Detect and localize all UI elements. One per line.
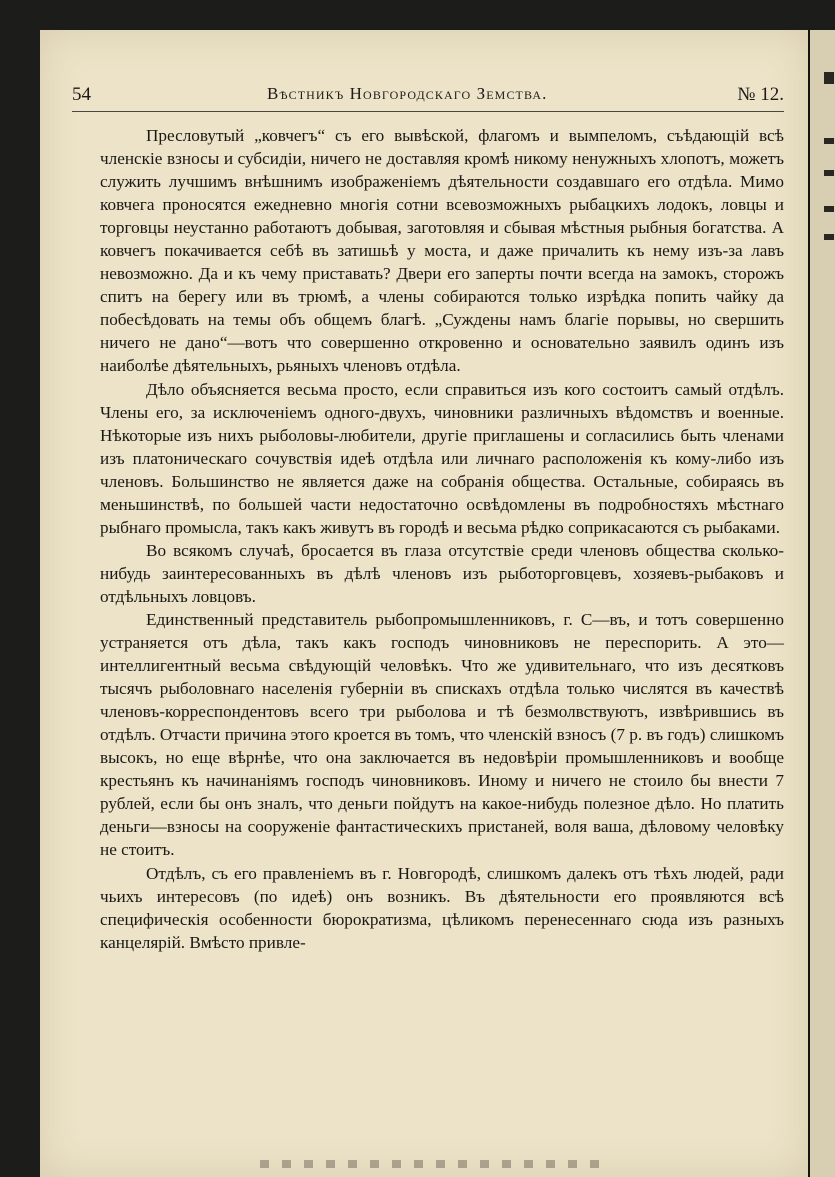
journal-title: Вѣстникъ Новгородскаго Земства.	[267, 84, 548, 103]
adjacent-page-letter-fragment	[824, 72, 834, 84]
adjacent-page-letter-fragment	[824, 138, 834, 144]
paragraph-5: Отдѣлъ, съ его правленіемъ въ г. Новгородѣ, слишкомъ далекъ отъ тѣхъ людей, ради чьихъ интересовъ (по идеѣ) онъ возникъ. Въ дѣятельности его проявляются всѣ специфическія особенности бюрократизма, цѣликомъ перенесеннаго сюда изъ разныхъ канцелярій. Вмѣсто привле-	[100, 863, 784, 952]
running-header	[72, 84, 784, 110]
issue-number: № 12.	[737, 84, 784, 105]
adjacent-page-edge	[808, 30, 835, 1177]
header-rule	[72, 111, 784, 112]
adjacent-page-letter-fragment	[824, 206, 834, 212]
page-bottom-bleed-through	[260, 1160, 600, 1168]
paragraph-1: Пресловутый „ковчегъ“ съ его вывѣской, флагомъ и вымпеломъ, съѣдающій всѣ членскіе взносы и субсидіи, ничего не доставляя кромѣ никому ненужныхъ хлопотъ, можетъ служить лучшимъ внѣшнимъ изображеніемъ дѣятельности создавшаго его отдѣла. Мимо ковчега проносятся ежедневно многія сотни всевозможныхъ рыбацкихъ лодокъ, ловцы и торговцы неустанно работаютъ добывая, заготовляя и сбывая мѣстныя рыбныя богатства. А ковчегъ покачивается себѣ въ затишьѣ у моста, и даже причалить къ нему изъ-за лавъ невозможно. Да и къ чему приставать? Двери его заперты почти всегда на замокъ, сторожъ спитъ на берегу или въ трюмѣ, а члены собираются только изрѣдка попить чайку да побесѣдовать на темы объ общемъ благѣ. „Суждены намъ благіе порывы, но свершить ничего не дано“—вотъ что совершенно откровенно и основательно заявилъ одинъ изъ наиболѣе дѣятельныхъ, рьяныхъ членовъ отдѣла.	[100, 126, 784, 376]
paragraph-2: Дѣло объясняется весьма просто, если справиться изъ кого состоитъ самый отдѣлъ. Члены его, за исключеніемъ одного-двухъ, чиновники различныхъ вѣдомствъ и военные. Нѣкоторые изъ нихъ рыболовы-любители, другіе приглашены и согласились быть членами изъ платоническаго сочувствія идеѣ отдѣла или личнаго расположенія къ кому-либо изъ членовъ. Большинство не является даже на собранія общества. Остальные, собираясь въ меньшинствѣ, по большей части недостаточно освѣдомлены въ подробностяхъ мѣстнаго рыбнаго промысла, такъ какъ живутъ въ городѣ и весьма рѣдко соприкасаются съ рыбаками.	[100, 379, 784, 537]
adjacent-page-letter-fragment	[824, 170, 834, 176]
page-number: 54	[72, 84, 91, 105]
paragraph-3: Во всякомъ случаѣ, бросается въ глаза отсутствіе среди членовъ общества сколько-нибудь заинтересованныхъ въ дѣлѣ членовъ изъ рыботорговцевъ, хозяевъ-рыбаковъ и отдѣльныхъ ловцовъ.	[100, 540, 784, 606]
article-body	[100, 124, 784, 954]
adjacent-page-letter-fragment	[824, 234, 834, 240]
paragraph-4: Единственный представитель рыбопромышленниковъ, г. С—въ, и тотъ совершенно устраняется отъ дѣла, такъ какъ господъ чиновниковъ не переспорить. А это—интеллигентный весьма свѣдующій человѣкъ. Что же удивительнаго, что изъ десятковъ тысячъ рыболовнаго населенія губерніи въ спискахъ отдѣла только числятся въ качествѣ членовъ-корреспондентовъ всего три рыболова и тѣ безмолвствуютъ, извѣрившись въ отдѣлъ. Отчасти причина этого кроется въ томъ, что членскій взносъ (7 р. въ годъ) слишкомъ высокъ, но еще вѣрнѣе, что она заключается въ недовѣріи промышленниковъ и вообще крестьянъ къ начинаніямъ господъ чиновниковъ. Иному и ничего не стоило бы внести 7 рублей, если бы онъ зналъ, что деньги пойдутъ на какое-нибудь полезное дѣло. Но платить деньги—взносы на сооруженіе фантастическихъ пристаней, воля ваша, дѣловому человѣку не стоитъ.	[100, 609, 784, 860]
